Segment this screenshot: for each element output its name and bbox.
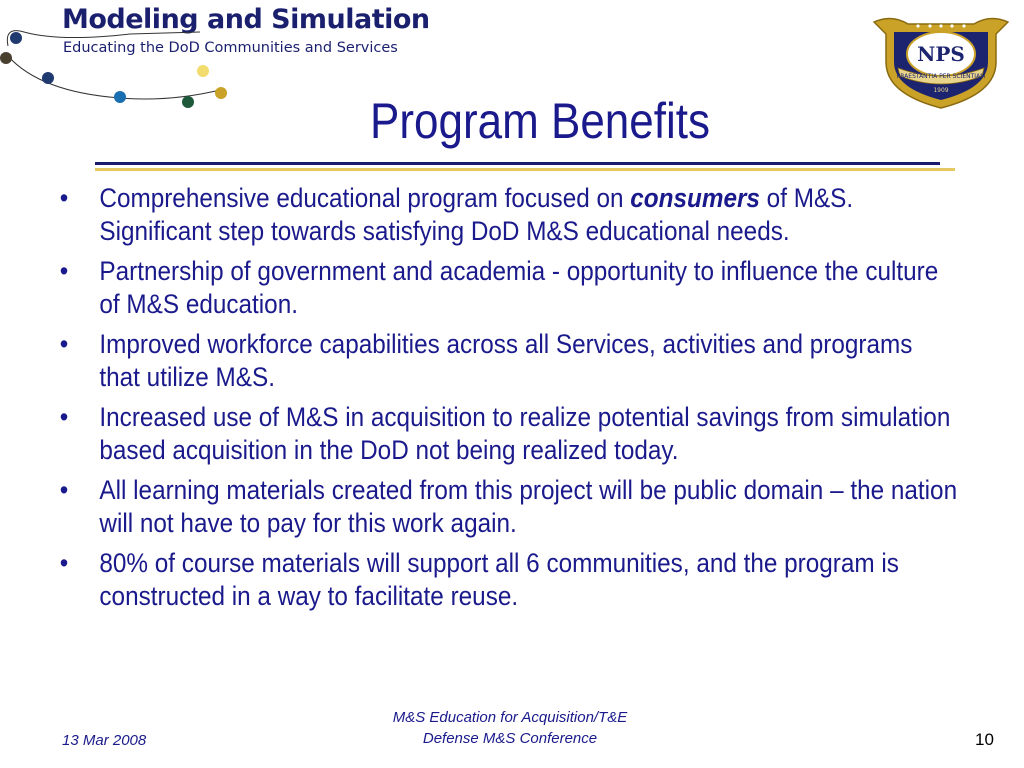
- bullet-text: Improved workforce capabilities across all Services, activities and programs that utilize M&S.: [99, 329, 913, 392]
- seal-name: NPS: [917, 42, 965, 66]
- orbit-arc-lower: [8, 56, 220, 99]
- orbit-dot-6: [197, 65, 209, 77]
- title-rule-gold: [95, 168, 955, 171]
- bullet-text: All learning materials created from this project will be public domain – the nation will not have to pay for this work again.: [99, 475, 958, 538]
- brand-subtitle: Educating the DoD Communities and Services: [63, 40, 398, 56]
- brand-title: Modeling and Simulation: [62, 4, 430, 35]
- bullet-dot: •: [59, 548, 69, 578]
- bullet-item: [58, 328, 958, 394]
- bullet-text: Partnership of government and academia - opportunity to influence the culture of M&S education.: [99, 256, 939, 319]
- orbit-arc-upper: [7, 31, 200, 46]
- orbit-dot-3: [42, 72, 54, 84]
- bullet-item: [58, 474, 958, 540]
- orbit-dot-5: [182, 96, 194, 108]
- bullet-item: [58, 547, 958, 613]
- page-number: 10: [975, 730, 994, 749]
- bullet-text: 80% of course materials will support all 6 communities, and the program is constructed in a way to facilitate reuse.: [99, 548, 899, 611]
- orbit-dot-1: [10, 32, 22, 44]
- bullet-emphasis: consumers: [630, 183, 760, 213]
- bullet-dot: •: [59, 329, 69, 359]
- orbit-dot-7: [215, 87, 227, 99]
- bullet-dot: •: [59, 183, 69, 213]
- title-rule-navy: [95, 162, 940, 165]
- bullet-item: [58, 182, 958, 248]
- bullet-item: [58, 401, 958, 467]
- bullet-dot: •: [59, 475, 69, 505]
- footer-line-2: Defense M&S Conference: [422, 730, 598, 747]
- nps-seal: [868, 4, 1014, 110]
- bullet-text-pre: Comprehensive educational program focused on: [99, 183, 631, 213]
- bullet-dot: •: [59, 256, 69, 286]
- seal-motto: PRAESTANTIA PER SCIENTIAM: [896, 73, 986, 80]
- footer-center: [360, 707, 660, 749]
- slide-title: Program Benefits: [370, 93, 710, 149]
- seal-year: 1909: [933, 87, 949, 94]
- orbit-dot-4: [114, 91, 126, 103]
- bullet-text-post: of M&S. Significant step towards satisfying DoD M&S educational needs.: [99, 183, 854, 246]
- footer-line-1: M&S Education for Acquisition/T&E: [392, 709, 628, 726]
- bullet-text: Increased use of M&S in acquisition to realize potential savings from simulation based acquisition in the DoD not being realized today.: [99, 402, 951, 465]
- footer-date: 13 Mar 2008: [62, 732, 147, 749]
- bullet-item: [58, 255, 958, 321]
- bullet-dot: •: [59, 402, 69, 432]
- benefits-list: [58, 182, 958, 620]
- orbit-dot-2: [0, 52, 12, 64]
- orbit-decoration: [0, 0, 240, 120]
